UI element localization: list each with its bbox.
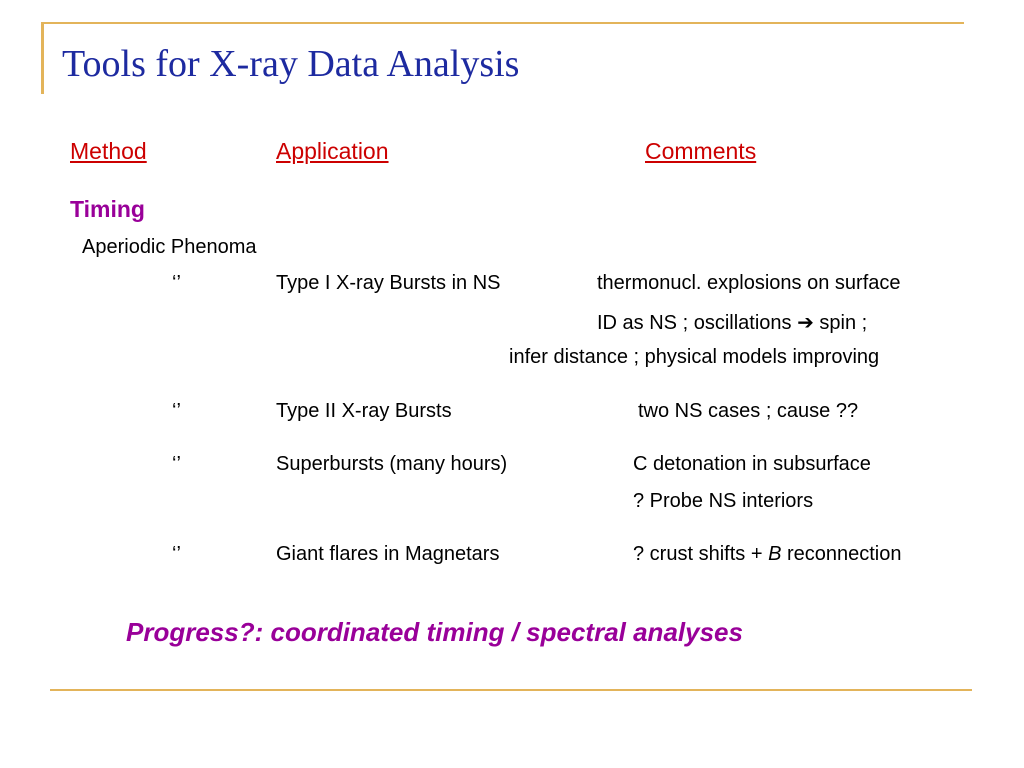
row-comment-line: two NS cases ; cause ?? — [638, 400, 859, 422]
row-comment-line: infer distance ; physical models improving — [509, 346, 880, 368]
subsection-aperiodic: Aperiodic Phenoma — [82, 236, 257, 258]
row-comment-line — [597, 310, 867, 335]
progress-statement: Progress?: coordinated timing / spectral analyses — [126, 617, 743, 647]
row-comment-text: ID as NS ; oscillations — [597, 312, 792, 334]
row-comment-line: ? Probe NS interiors — [633, 490, 814, 512]
row-comment-italic: B — [768, 543, 782, 565]
row-mark: ‘’ — [172, 543, 181, 565]
row-comment-text: reconnection — [781, 543, 902, 565]
row-application: Type I X-ray Bursts in NS — [276, 272, 501, 294]
row-mark: ‘’ — [172, 400, 181, 422]
row-comment-line — [633, 543, 901, 566]
row-comment-text: spin ; — [819, 312, 868, 334]
section-timing: Timing — [70, 196, 145, 222]
row-application: Giant flares in Magnetars — [276, 543, 500, 565]
header-method: Method — [70, 138, 147, 164]
slide-title: Tools for X-ray Data Analysis — [62, 43, 520, 85]
title-rule-top — [41, 22, 964, 24]
row-mark: ‘’ — [172, 272, 181, 294]
header-application: Application — [276, 138, 389, 164]
bottom-rule — [50, 689, 972, 691]
row-comment-line: thermonucl. explosions on surface — [597, 272, 901, 294]
row-application: Type II X-ray Bursts — [276, 400, 452, 422]
row-application: Superbursts (many hours) — [276, 453, 508, 475]
header-comments: Comments — [645, 138, 757, 164]
row-comment-text: ? crust shifts + — [633, 543, 769, 565]
right-arrow-icon: ➔ — [797, 312, 814, 334]
title-rule-left — [41, 22, 44, 94]
row-comment-line: C detonation in subsurface — [633, 453, 871, 475]
row-mark: ‘’ — [172, 453, 181, 475]
